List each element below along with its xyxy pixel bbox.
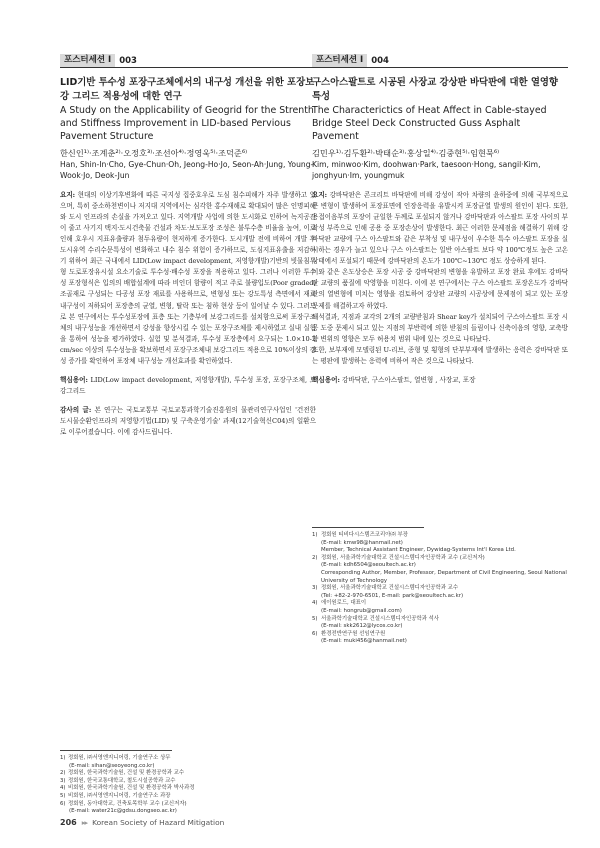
authors-english: Han, Shin-In·Cho, Gye-Chun·Oh, Jeong-Ho·Jo, Seon-Ah·Jung, Young-Wook·Jo, Deok-Jun <box>60 159 314 181</box>
footnote-line: 정회원, 서울과학기술대학교 건설시스템디자인공학과 교수 (교신저자) <box>321 554 485 561</box>
acknowledgement <box>60 405 316 438</box>
acknowledgement-label: 감사의 글: <box>60 406 92 415</box>
abstract-paragraph-2: 이와 같은 온도상승은 포장 시공 중 강바닥판의 변형을 유발하고 포장 완료 후에도 강바닥판 교량의 품질에 악영향을 미친다. 이에 본 연구에서는 구스 아스팔트 포장온도가 강바닥판의 열변형에 미치는 영향을 검토하여 강상판 교량의 시공상에 문제점이 되고 있는 포장문제를 해결하고자 하였다. <box>312 268 568 310</box>
article-title-korean: LID기반 투수성 포장구조체에서의 내구성 개선을 위한 포장보강 그리드 적용성에 대한 연구 <box>60 77 315 102</box>
footnote-number: 5) <box>60 792 66 799</box>
keywords-label: 핵심용어: <box>60 376 88 385</box>
footnote-text <box>68 801 316 816</box>
footnote-divider <box>312 527 424 528</box>
session-tag: 포스터세션 Ⅰ <box>60 54 115 67</box>
keywords-text: LID(Low impact development, 저영향개발), 투수성 포장, 포장구조체, 보강그리드 <box>60 376 316 396</box>
footnote-text <box>68 793 316 801</box>
footnote-email: (E-mail: sihan@seoyeong.co.kr) <box>69 762 155 769</box>
footnote-divider <box>60 750 172 751</box>
article-title-korean: 구스아스팔트로 시공된 사장교 강상판 바닥판에 대한 열영향 특성 <box>312 77 558 102</box>
footnote-number: 6) <box>60 800 66 807</box>
authors-english: Kim, minwoo·Kim, doohwan·Park, taesoon·Hong, sangil·Kim, jonghyun·Im, youngmuk <box>312 159 541 181</box>
journal-name: Korean Society of Hazard Mitigation <box>92 818 225 827</box>
footnote-text <box>320 585 568 600</box>
article-title-english: A Study on the Applicability of Geogrid for the Strenth and Stiffness Improvement in LID-based Pervious Pavement Structure <box>60 105 314 143</box>
footnote-item <box>60 755 316 770</box>
footnote-line: Corresponding Author, Member, Professor, Department of Civil Engineering, Seoul National University of Technology <box>321 569 567 584</box>
session-number: 003 <box>119 55 137 66</box>
footnote-number: 2) <box>60 770 66 777</box>
footnote-number: 3) <box>312 585 318 592</box>
footnote-line: (E-mail: hongrub@gmail.com) <box>321 607 402 614</box>
page-number: 206 <box>60 818 77 827</box>
footnote-number: 6) <box>312 630 318 637</box>
keywords <box>60 375 316 397</box>
session-number: 004 <box>371 55 389 66</box>
footnote-item <box>312 555 568 585</box>
footnote-list <box>60 755 316 816</box>
left-footnotes <box>60 750 316 816</box>
footnote-number: 4) <box>312 600 318 607</box>
footnote-email: (E-mail: water21c@gdsu.dongseo.ac.kr) <box>69 808 177 815</box>
footnote-item <box>312 532 568 555</box>
footnote-number: 5) <box>312 615 318 622</box>
footnote-line: 환경전반연구원 선임연구원 <box>321 630 386 637</box>
authors-korean: 한신인¹⁾·조계춘²⁾·오정호³⁾·조선아⁴⁾·정영욱⁵⁾·조덕준⁶⁾ <box>60 147 248 158</box>
footnote-text <box>68 785 316 793</box>
abstract-text: 현대의 이상기후변화에 따른 국지성 집중호우로 도심 침수피해가 자주 발생하고 있으며, 특히 중소하천변이나 저지대 지역에서는 심각한 홍수재해로 확대되어 많은 인명피해와 도시 인프라의 손실을 가져오고 있다. 지역개발 사업에 의한 도시화로 인하여 녹지공간이 줄고 사기지 택지·도시건축물 건설과 차도·보도포장 조성은 불투수층 비율을 높여, 이로 인해 호우시 지표유출량과 첨두유량이 현저하게 증가한다. 도시개발 전에 비하여 개발 후 도시유역 수리수문특성이 변화하고 내수 침수 위험이 증가하므로, 도심지표유출을 저감하기 위하여 최근 국내에서 LID(Low impact development, 저영향개발)기반의 빗물침투형 도로포장유시설 요소기술로 투수성·배수성 포장을 적용하고 있다. 그러나 이러한 투수성 포장형식은 입의의 배합설계에 따라 비인더 함량이 적고 주로 불량입도(Poor graded) 조골재로 구성되는 다공성 포장 재료를 사용하므로, 변형성 또는 강도특성 측면에서 재료 내구성이 저하되어 포장층의 균열, 변형, 탈락 또는 침하 현상 등이 일어날 수 있다. 그러므로 본 연구에서는 투수성포장에 표층 또는 기층부에 보강그리드를 설치함으로써 포장구조체의 내구성능을 개선하면서 강성을 향상시킬 수 있는 포장구조체를 제시하였고 실내 실험을 통하여 성능을 평가하였다. 실험 및 분석결과, 투수성 포장층에서 요구되는 1.0×10-2 cm/sec 이상의 투수성능을 확보하면서 포장구조체내 보강그리드 적용으로 10%이상의 강성 증가를 확인하여 포장체 내구성능 개선효과를 확인하였다. <box>60 190 317 366</box>
footnote-line: (Tel: +82-2-970-6501, E-mail: park@seoultech.ac.kr) <box>321 592 464 599</box>
abstract-label: 요지: <box>60 190 76 199</box>
footnote-item <box>60 801 316 816</box>
footnote-line: (E-mail: muki456@hanmail.net) <box>321 638 407 645</box>
footnote-line: 정회원, 서울과학기술대학교 건설시스템디자인공학과 교수 <box>321 585 459 592</box>
footnote-line: 정회원 티비다시스템즈코리아㈜ 부장 <box>321 532 408 538</box>
keywords <box>312 375 568 386</box>
footnote-line: Member, Technical Assistant Engineer, Dywidag-Systems Int'l Korea Ltd. <box>321 547 516 554</box>
footnote-line: 비회원, ㈜서영엔지니어링, 기술연구소 과장 <box>68 792 171 799</box>
right-article <box>312 54 568 386</box>
acknowledgement-text: 본 연구는 국토교통부 국토교통과학기술진흥원의 물관리연구사업인 '건전한 도시물순환인프라의 저영향기법(LID) 및 구축운영기술' 과제(12기술혁신C04)의 일환으로 이루어졌습니다. 이에 감사드립니다. <box>60 406 316 437</box>
session-header <box>312 54 568 68</box>
footnote-text <box>68 770 316 778</box>
footnote-line: 정회원, 한국교통대학교, 철도시설공학과 교수 <box>68 777 176 784</box>
footnote-text <box>320 600 568 615</box>
footnote-number: 4) <box>60 785 66 792</box>
footnote-line: 정회원, 동아대학교, 건축토목학부 교수 (교신저자) <box>68 800 187 807</box>
keywords-label: 핵심용어: <box>312 376 340 385</box>
footnote-text <box>320 555 568 585</box>
footnote-item <box>312 585 568 600</box>
abstract-paragraph-1: 강바닥판은 콘크리트 바닥판에 비해 강성이 작아 차량의 윤하중에 의해 국부적으로 큰 변형이 발생하여 포장표면에 인장응력을 유발시켜 포장균열 발생의 원인이 된다. 또한, 용접이음부의 포장이 균일한 두께로 포설되지 않거나 강바닥판과 아스팔트 포장 사이의 부착성 부족으로 인해 공용 중 포장손상이 발생한다. 최근 이러한 문제점을 해결하기 위해 강바닥판 교량에 구스 아스팔트와 같은 부착성 및 내구성이 우수한 특수 아스팔트 포장을 실시하는 경우가 늘고 있으나 구스 아스팔트는 일반 아스팔트 보다 약 100℃정도 높은 고온상태에서 포설되기 때문에 강바닥판의 온도가 100℃~130℃ 정도 상승하게 된다. <box>312 190 569 266</box>
footnote-line: 정회원, 한국과학기술원, 건설 및 환경공학과 교수 <box>68 770 185 777</box>
footnote-line: (E-mail: kmw98@hanmail.net) <box>321 539 403 546</box>
abstract-label: 요지: <box>312 190 328 199</box>
right-footnotes <box>312 527 568 646</box>
session-tag: 포스터세션 Ⅰ <box>312 54 367 67</box>
footnote-item <box>60 770 316 778</box>
footnote-item <box>312 616 568 631</box>
footnote-line: 정회원, ㈜서영엔지니어링, 기술연구소 상무 <box>68 755 171 761</box>
footnote-line: 에이원로드, 대표이 <box>321 600 367 607</box>
footnote-line: 서울과학기술대학교 건설시스템디자인공학과 석사 <box>321 615 439 622</box>
abstract-paragraph-3: 해석결과, 지점과 교각의 2개의 교량받침과 Shear key가 설치되어 구스아스팔트 포장 시공 도중 문제시 되고 있는 지점의 부반력에 의한 받침의 들림이나 신축이음의 영향, 교축방향 변위의 영향은 모두 허용치 범위 내에 있는 것으로 나타났다. <box>312 312 568 343</box>
authors-korean: 김민우¹⁾·김두환²⁾·박태순³⁾·홍상일⁴⁾·김중현⁵⁾·임현묵⁶⁾ <box>312 147 500 158</box>
footnote-item <box>60 785 316 793</box>
footnote-number: 3) <box>60 777 66 784</box>
page-footer <box>60 818 224 827</box>
footnote-list <box>312 532 568 646</box>
footnote-text <box>320 616 568 631</box>
keywords-text: 강바닥판, 구스아스팔트, 열변형 , 사장교, 포장 <box>342 376 476 385</box>
left-article <box>60 54 316 439</box>
footnote-line: (E-mail: skk2612@lycos.co.kr) <box>321 623 403 630</box>
double-chevron-right-icon: ▸▸ <box>81 818 88 827</box>
footnote-item <box>312 600 568 615</box>
abstract <box>312 190 568 268</box>
footnote-line: (E-mail: kdh6504@seoultech.ac.kr) <box>321 562 416 569</box>
footnote-item <box>312 631 568 646</box>
footnote-item <box>60 793 316 801</box>
article-title-english: The Characterictics of Heat Affect in Cable-stayed Bridge Steel Deck Constructed Guss Asphalt Pavement <box>312 105 547 143</box>
abstract <box>60 190 316 368</box>
session-header <box>60 54 316 68</box>
abstract-paragraph-4: 또한, 보부재에 모델링된 U-리브, 종형 및 횡형의 단부부재에 발생하는 응력은 강바닥판 또는 평판에 발생하는 응력에 비하여 작은 것으로 나타났다. <box>312 345 568 366</box>
footnote-number: 2) <box>312 554 318 561</box>
footnote-number: 1) <box>60 755 66 761</box>
footnote-text <box>320 532 568 555</box>
footnote-text <box>68 755 316 770</box>
footnote-text <box>320 631 568 646</box>
footnote-number: 1) <box>312 532 318 538</box>
footnote-line: 비회원, 한국과학기술원, 건설 및 환경공학과 박사과정 <box>68 785 195 792</box>
